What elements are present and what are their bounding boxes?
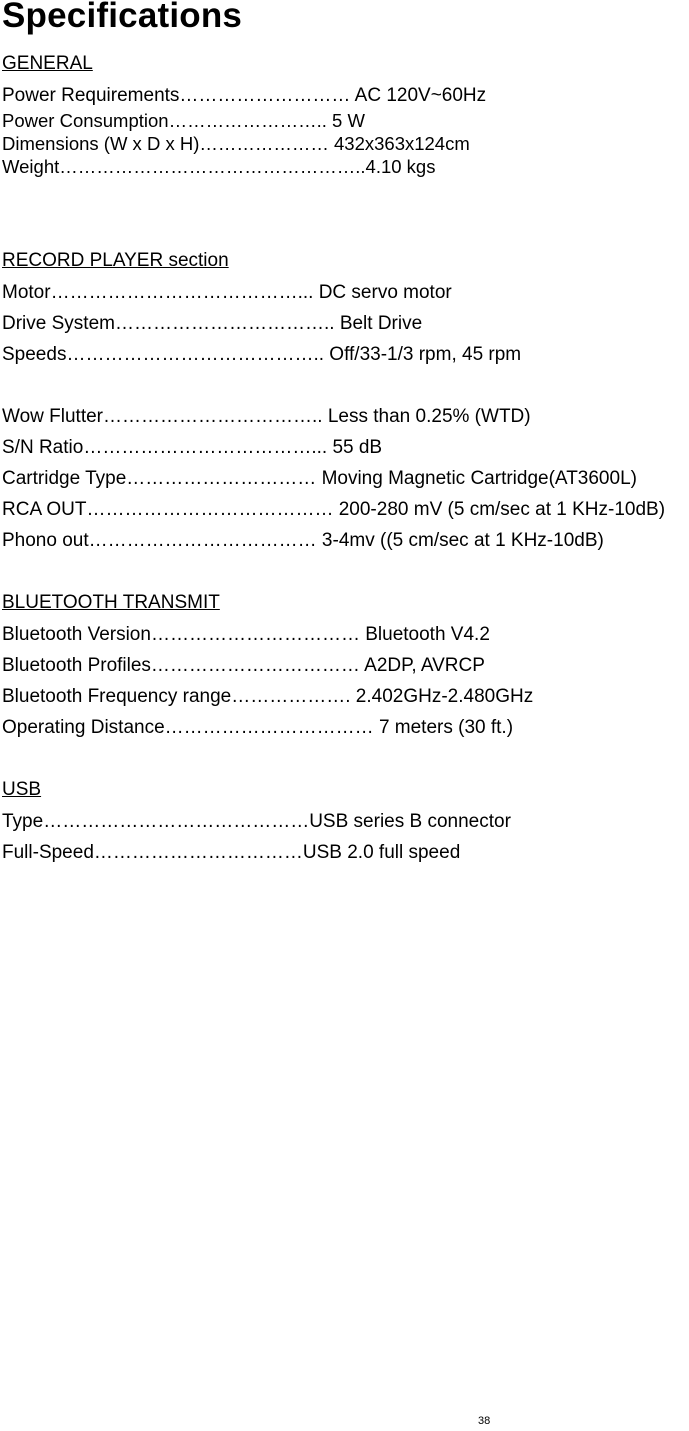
leader-dots: ………………. <box>231 686 351 707</box>
spec-row-weight <box>2 156 435 178</box>
spec-row-cartridge-type <box>2 467 637 491</box>
leader-dots: ………………………………... <box>83 437 328 458</box>
spec-value: Moving Magnetic Cartridge(AT3600L) <box>321 468 637 489</box>
spec-label: S/N Ratio <box>2 437 84 458</box>
spec-row-drive-system <box>2 312 422 336</box>
spec-label: Full-Speed <box>2 842 94 863</box>
page-number: 38 <box>478 1415 491 1427</box>
leader-dots: ……………………… <box>179 85 351 106</box>
spec-row-speeds <box>2 343 521 367</box>
record-player-heading: RECORD PLAYER section <box>2 250 229 271</box>
leader-dots: ………………………………………….. <box>59 156 366 177</box>
leader-dots: …………………………….. <box>114 313 335 334</box>
spec-value: Belt Drive <box>339 313 423 334</box>
spec-row-bluetooth-profiles <box>2 654 485 678</box>
spec-row-wow-flutter <box>2 405 531 429</box>
spec-label: Cartridge Type <box>2 468 127 489</box>
spec-row-usb-type <box>2 810 511 834</box>
spec-value: 432x363x124cm <box>334 133 470 154</box>
spec-row-motor <box>2 281 452 305</box>
spec-label: RCA OUT <box>2 499 87 520</box>
spec-value: DC servo motor <box>318 282 452 303</box>
spec-label: Operating Distance <box>2 717 165 738</box>
spec-label: Motor <box>2 282 51 303</box>
spec-row-sn-ratio <box>2 436 382 460</box>
spec-label: Dimensions (W x D x H) <box>2 133 200 154</box>
spec-value: 200-280 mV (5 cm/sec at 1 KHz-10dB) <box>338 499 666 520</box>
spec-value: 3-4mv ((5 cm/sec at 1 KHz-10dB) <box>321 530 604 551</box>
spec-value: AC 120V~60Hz <box>354 85 487 106</box>
leader-dots: ………………… <box>199 133 329 154</box>
spec-row-bluetooth-version <box>2 623 490 647</box>
leader-dots: …………………………… <box>150 624 360 645</box>
spec-value: 5 W <box>332 110 365 131</box>
spec-label: Weight <box>2 156 60 177</box>
spec-label: Bluetooth Frequency range <box>2 686 232 707</box>
bluetooth-heading: BLUETOOTH TRANSMIT <box>2 592 220 613</box>
leader-dots: ………………………………… <box>86 499 334 520</box>
spec-value: 2.402GHz-2.480GHz <box>355 686 534 707</box>
page-title: Specifications <box>2 0 243 35</box>
leader-dots: ………………………… <box>126 468 317 489</box>
spec-row-power-consumption <box>2 110 365 132</box>
spec-label: Power Consumption <box>2 110 169 131</box>
spec-value: 7 meters (30 ft.) <box>378 717 514 738</box>
spec-row-power-requirements <box>2 84 486 108</box>
spec-label: Phono out <box>2 530 89 551</box>
spec-value: A2DP, AVRCP <box>364 655 485 676</box>
leader-dots: ………………………………….. <box>66 344 325 365</box>
spec-row-bluetooth-frequency <box>2 685 533 709</box>
spec-value: Less than 0.25% (WTD) <box>327 406 531 427</box>
leader-dots: …………………………… <box>164 717 374 738</box>
spec-row-usb-full-speed <box>2 841 460 865</box>
spec-label: Type <box>2 811 44 832</box>
spec-value: Bluetooth V4.2 <box>365 624 490 645</box>
leader-dots: …………………………….. <box>103 406 323 427</box>
spec-value: Off/33-1/3 rpm, 45 rpm <box>329 344 522 365</box>
spec-value: USB 2.0 full speed <box>302 842 461 863</box>
spec-label: Drive System <box>2 313 115 334</box>
spec-row-phono-out <box>2 529 604 553</box>
spec-value: USB series B connector <box>309 811 511 832</box>
spec-value: 55 dB <box>332 437 383 458</box>
leader-dots: …………………………………… <box>43 811 310 832</box>
leader-dots: …………………….. <box>168 110 327 131</box>
leader-dots: …………………………………... <box>50 282 314 303</box>
spec-row-operating-distance <box>2 716 513 740</box>
usb-heading: USB <box>2 779 42 800</box>
general-heading: GENERAL <box>2 53 93 74</box>
spec-value: 4.10 kgs <box>365 156 436 177</box>
leader-dots: …………………………… <box>150 655 360 676</box>
leader-dots: ……………………………… <box>88 530 317 551</box>
spec-label: Wow Flutter <box>2 406 104 427</box>
leader-dots: …………………………… <box>93 842 303 863</box>
spec-label: Bluetooth Version <box>2 624 151 645</box>
spec-label: Speeds <box>2 344 67 365</box>
spec-label: Bluetooth Profiles <box>2 655 151 676</box>
spec-row-rca-out <box>2 498 665 522</box>
spec-row-dimensions <box>2 133 470 155</box>
spec-label: Power Requirements <box>2 85 180 106</box>
